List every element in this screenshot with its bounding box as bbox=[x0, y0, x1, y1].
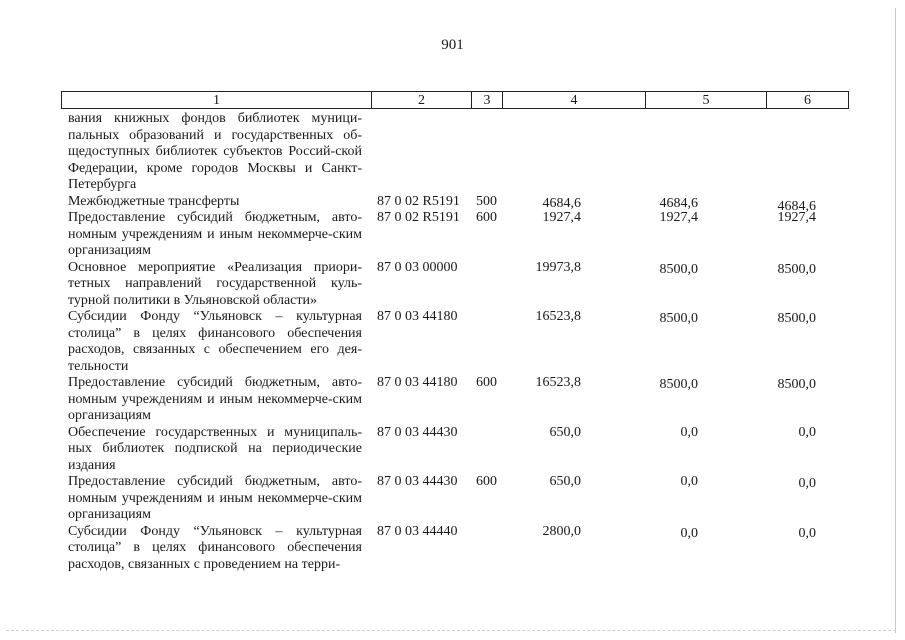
table-row bbox=[0, 524, 905, 574]
row-value-col4: 16523,8 bbox=[535, 309, 581, 324]
row-value-col4: 19973,8 bbox=[535, 259, 581, 275]
row-value-col4: 650,0 bbox=[549, 424, 581, 440]
row-description: Предоставление субсидий бюджетным, авто-номным учреждениям и иным некоммерче-ским организациям bbox=[68, 210, 362, 258]
row-value-col6: 8500,0 bbox=[777, 377, 816, 392]
table-row bbox=[0, 210, 905, 260]
page-edge-bottom bbox=[6, 630, 896, 631]
table-row bbox=[0, 260, 905, 310]
row-expense-type: 600 bbox=[476, 210, 497, 225]
row-value-col5: 8500,0 bbox=[659, 377, 698, 392]
row-target-code: 87 0 03 44430 bbox=[377, 424, 458, 440]
table-row bbox=[0, 193, 905, 214]
table-header bbox=[61, 91, 849, 109]
row-value-col5: 0,0 bbox=[680, 474, 698, 489]
row-value-col6: 4684,6 bbox=[777, 198, 816, 214]
row-expense-type: 600 bbox=[476, 474, 497, 489]
row-value-col6: 8500,0 bbox=[777, 311, 816, 326]
row-target-code: 87 0 02 R5191 bbox=[377, 210, 460, 225]
row-value-col5: 8500,0 bbox=[659, 261, 698, 277]
table-row bbox=[0, 425, 905, 475]
page-number: 901 bbox=[441, 37, 464, 53]
row-value-col5: 0,0 bbox=[680, 525, 698, 541]
row-expense-type: 500 bbox=[476, 193, 497, 209]
header-col-6: 6 bbox=[804, 93, 811, 108]
row-value-col4: 650,0 bbox=[549, 474, 581, 489]
row-value-col6: 1927,4 bbox=[777, 210, 816, 225]
row-value-col4: 4684,6 bbox=[542, 195, 581, 211]
header-col-5: 5 bbox=[646, 92, 767, 108]
table-row bbox=[0, 111, 905, 194]
row-value-col5: 4684,6 bbox=[659, 195, 698, 211]
row-target-code: 87 0 03 00000 bbox=[377, 259, 458, 275]
row-value-col5: 1927,4 bbox=[659, 210, 698, 225]
row-description: вания книжных фондов библиотек муници-пальных образований и государственных об-щедоступных библиотек субъектов Россий-ской Федерации, кроме городов Москвы и Санкт-Петербурга bbox=[68, 111, 362, 192]
table-body bbox=[0, 111, 905, 573]
header-col-1: 1 bbox=[62, 92, 372, 108]
row-description: Субсидии Фонду “Ульяновск – культурная столица” в целях финансового обеспечения расходов, связанных с проведением на терри- bbox=[68, 523, 362, 572]
header-col-2: 2 bbox=[372, 92, 472, 108]
row-target-code: 87 0 02 R5191 bbox=[377, 193, 460, 209]
row-target-code: 87 0 03 44180 bbox=[377, 375, 458, 390]
row-value-col5: 8500,0 bbox=[659, 311, 698, 326]
row-expense-type: 600 bbox=[476, 375, 497, 390]
row-description: Основное мероприятие «Реализация приори-тетных направлений государственной куль-турной политики в Ульяновской области» bbox=[68, 259, 362, 308]
row-value-col6: 0,0 bbox=[798, 476, 816, 491]
table-row bbox=[0, 375, 905, 425]
row-target-code: 87 0 03 44440 bbox=[377, 523, 458, 539]
row-description: Предоставление субсидий бюджетным, авто-номным учреждениям и иным некоммерче-ским организациям bbox=[68, 375, 362, 423]
row-value-col4: 2800,0 bbox=[542, 523, 581, 539]
row-target-code: 87 0 03 44430 bbox=[377, 474, 458, 489]
table-row bbox=[0, 309, 905, 375]
row-value-col5: 0,0 bbox=[680, 424, 698, 440]
row-value-col6: 8500,0 bbox=[777, 261, 816, 277]
row-description: Субсидии Фонду “Ульяновск – культурная столица” в целях финансового обеспечения расходов, связанных с обеспечением его дея-тельности bbox=[68, 309, 362, 374]
row-value-col6: 0,0 bbox=[798, 424, 816, 440]
header-col-4: 4 bbox=[503, 92, 646, 108]
row-value-col4: 16523,8 bbox=[535, 375, 581, 390]
header-col-3: 3 bbox=[472, 92, 503, 108]
row-target-code: 87 0 03 44180 bbox=[377, 309, 458, 324]
table-row bbox=[0, 474, 905, 524]
row-description: Предоставление субсидий бюджетным, авто-номным учреждениям и иным некоммерче-ским организациям bbox=[68, 474, 362, 522]
row-description: Обеспечение государственных и муниципаль-ных библиотек подпиской на периодические издания bbox=[68, 424, 362, 473]
row-value-col4: 1927,4 bbox=[542, 210, 581, 225]
row-description: Межбюджетные трансферты bbox=[68, 193, 240, 209]
row-value-col6: 0,0 bbox=[798, 525, 816, 541]
